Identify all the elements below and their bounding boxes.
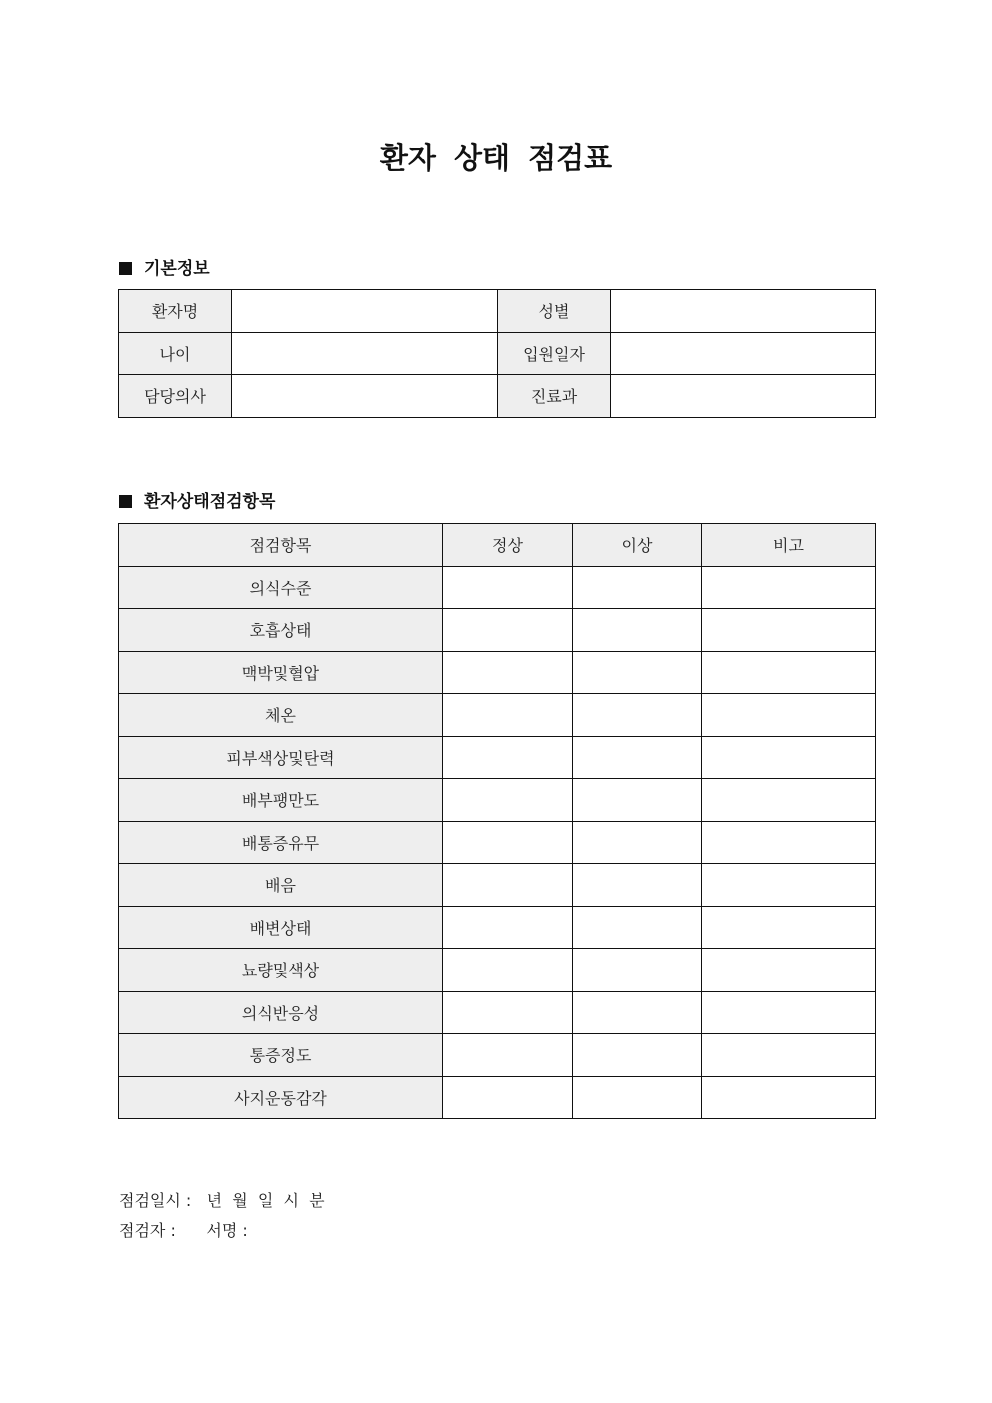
remarks-cell[interactable] (702, 821, 876, 864)
remarks-cell[interactable] (702, 1034, 876, 1077)
field-label: 환자명 (119, 290, 232, 333)
abnormal-cell[interactable] (573, 736, 702, 779)
abnormal-cell[interactable] (573, 779, 702, 822)
table-row (119, 375, 876, 418)
remarks-cell[interactable] (702, 991, 876, 1034)
abnormal-cell[interactable] (573, 609, 702, 652)
check-item-label: 배변상태 (119, 906, 443, 949)
remarks-cell[interactable] (702, 779, 876, 822)
table-row (119, 609, 876, 652)
normal-cell[interactable] (443, 864, 573, 907)
field-label: 나이 (119, 332, 232, 375)
field-value-input[interactable] (611, 290, 876, 333)
remarks-cell[interactable] (702, 949, 876, 992)
table-row (119, 290, 876, 333)
field-label: 진료과 (498, 375, 611, 418)
field-value-input[interactable] (611, 375, 876, 418)
inspection-datetime (119, 1188, 325, 1211)
check-item-label: 맥박및혈압 (119, 651, 443, 694)
table-row (119, 864, 876, 907)
check-item-label: 피부색상및탄력 (119, 736, 443, 779)
normal-cell[interactable] (443, 609, 573, 652)
column-header: 비고 (702, 524, 876, 567)
square-bullet-icon (119, 262, 132, 275)
page-title: 환자 상태 점검표 (379, 141, 613, 175)
column-header: 점검항목 (119, 524, 443, 567)
normal-cell[interactable] (443, 906, 573, 949)
check-item-label: 사지운동감각 (119, 1076, 443, 1119)
remarks-cell[interactable] (702, 651, 876, 694)
normal-cell[interactable] (443, 1034, 573, 1077)
section-heading-basic (119, 254, 210, 279)
column-header: 이상 (573, 524, 702, 567)
table-row (119, 694, 876, 737)
remarks-cell[interactable] (702, 694, 876, 737)
signature-label: 서명 : (206, 1221, 248, 1240)
abnormal-cell[interactable] (573, 651, 702, 694)
remarks-cell[interactable] (702, 609, 876, 652)
square-bullet-icon (119, 495, 132, 508)
abnormal-cell[interactable] (573, 906, 702, 949)
header-row (119, 524, 876, 567)
field-value-input[interactable] (611, 332, 876, 375)
check-item-label: 의식수준 (119, 566, 443, 609)
normal-cell[interactable] (443, 821, 573, 864)
field-label: 담당의사 (119, 375, 232, 418)
abnormal-cell[interactable] (573, 1034, 702, 1077)
abnormal-cell[interactable] (573, 566, 702, 609)
normal-cell[interactable] (443, 651, 573, 694)
remarks-cell[interactable] (702, 864, 876, 907)
abnormal-cell[interactable] (573, 694, 702, 737)
abnormal-cell[interactable] (573, 864, 702, 907)
normal-cell[interactable] (443, 694, 573, 737)
table-row (119, 1076, 876, 1119)
remarks-cell[interactable] (702, 906, 876, 949)
field-value-input[interactable] (232, 290, 498, 333)
table-row (119, 821, 876, 864)
normal-cell[interactable] (443, 991, 573, 1034)
abnormal-cell[interactable] (573, 821, 702, 864)
date-units: 년 월 일 시 분 (206, 1191, 325, 1210)
table-row (119, 991, 876, 1034)
table-row (119, 332, 876, 375)
check-table (118, 523, 876, 1119)
section-title: 기본정보 (144, 259, 210, 279)
check-item-label: 배통증유무 (119, 821, 443, 864)
normal-cell[interactable] (443, 779, 573, 822)
abnormal-cell[interactable] (573, 991, 702, 1034)
field-label: 성별 (498, 290, 611, 333)
table-row (119, 566, 876, 609)
check-item-label: 배부팽만도 (119, 779, 443, 822)
inspector-label: 점검자 : (119, 1221, 176, 1240)
field-value-input[interactable] (232, 332, 498, 375)
date-label: 점검일시 : (119, 1191, 192, 1210)
column-header: 정상 (443, 524, 573, 567)
section-title: 환자상태점검항목 (144, 492, 276, 512)
check-item-label: 뇨량및색상 (119, 949, 443, 992)
table-row (119, 651, 876, 694)
field-value-input[interactable] (232, 375, 498, 418)
table-row (119, 779, 876, 822)
abnormal-cell[interactable] (573, 1076, 702, 1119)
remarks-cell[interactable] (702, 1076, 876, 1119)
normal-cell[interactable] (443, 1076, 573, 1119)
section-heading-check (119, 487, 275, 512)
check-item-label: 배음 (119, 864, 443, 907)
normal-cell[interactable] (443, 736, 573, 779)
table-row (119, 949, 876, 992)
remarks-cell[interactable] (702, 566, 876, 609)
table-row (119, 1034, 876, 1077)
table-row (119, 736, 876, 779)
check-item-label: 체온 (119, 694, 443, 737)
check-item-label: 통증정도 (119, 1034, 443, 1077)
field-label: 입원일자 (498, 332, 611, 375)
abnormal-cell[interactable] (573, 949, 702, 992)
check-item-label: 의식반응성 (119, 991, 443, 1034)
inspector-line (119, 1218, 248, 1241)
check-item-label: 호흡상태 (119, 609, 443, 652)
normal-cell[interactable] (443, 566, 573, 609)
normal-cell[interactable] (443, 949, 573, 992)
remarks-cell[interactable] (702, 736, 876, 779)
table-row (119, 906, 876, 949)
basic-info-table (118, 289, 876, 418)
